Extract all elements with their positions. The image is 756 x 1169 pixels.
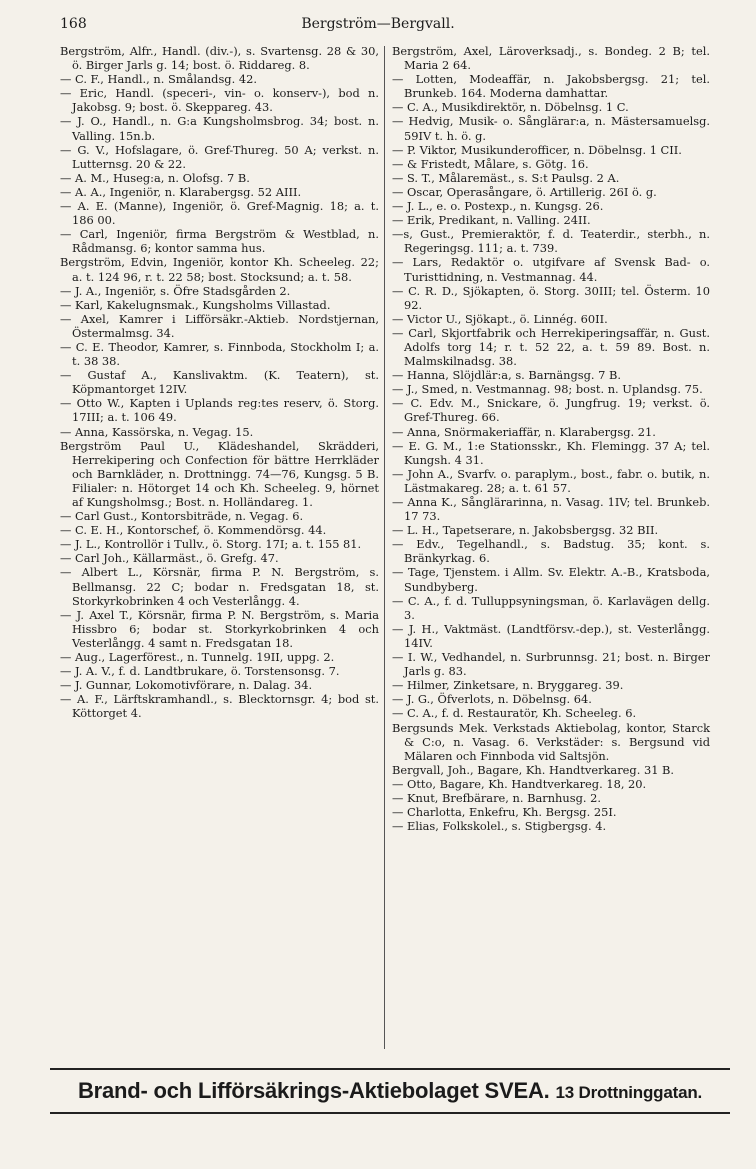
- ad-company-name: Brand- och Lifförsäkrings-Aktiebolaget SVEA.: [77, 1078, 550, 1103]
- directory-entry: — J., Smed, n. Vestmannag. 98; bost. n. Uplandsg. 75.: [392, 382, 703, 397]
- directory-entry: — Victor U., Sjökapt., ö. Linnég. 60II.: [392, 311, 608, 326]
- directory-entry: — Knut, Brefbärare, n. Barnhusg. 2.: [392, 790, 601, 805]
- directory-entry: — John A., Svarfv. o. paraplym., bost., fabr. o. butik, n. Lästmakareg. 28; a. t. 61 57.: [392, 466, 710, 495]
- directory-entry: —s, Gust., Premieraktör, f. d. Teaterdir., sterbh., n. Regeringsg. 111; a. t. 739.: [392, 227, 710, 256]
- directory-entry: — L. H., Tapetserare, n. Jakobsbergsg. 32 BII.: [392, 523, 659, 538]
- right-column: [392, 44, 710, 833]
- directory-entry: Bergsunds Mek. Verkstads Aktiebolag, kontor, Starck & C:o, n. Vasag. 6. Verkstäder: s. Bergsund vid Mälaren och Finnboda vid Saltsjön.: [392, 720, 710, 763]
- column-divider: [384, 46, 385, 1049]
- directory-entry: — C. A., Musikdirektör, n. Döbelnsg. 1 C.: [392, 100, 629, 115]
- directory-entry: — Carl Gust., Kontorsbiträde, n. Vegag. 6.: [60, 509, 304, 524]
- directory-entry: — J. A., Ingeniör, s. Öfre Stadsgården 2.: [60, 283, 291, 298]
- directory-entry: — Gustaf A., Kanslivaktm. (K. Teatern), st. Köpmantorget 12IV.: [60, 368, 379, 397]
- directory-entry: — Anna, Snörmakeriaffär, n. Klarabergsg. 21.: [392, 424, 656, 439]
- left-column: [60, 44, 379, 721]
- directory-entry: — C. E. Theodor, Kamrer, s. Finnboda, Stockholm I; a. t. 38 38.: [60, 339, 379, 369]
- directory-entry: — Carl Joh., Källarmäst., ö. Grefg. 47.: [60, 551, 279, 566]
- directory-entry: — J. H., Vaktmäst. (Landtförsv.-dep.), st. Vesterlångg. 14IV.: [392, 621, 710, 650]
- directory-entry: Bergström, Alfr., Handl. (div.-), s. Svartensg. 28 & 30, ö. Birger Jarls g. 14; bost. ö. Riddareg. 8.: [60, 44, 379, 73]
- directory-entry: — J. A. V., f. d. Landtbrukare, ö. Torstensonsg. 7.: [60, 664, 340, 679]
- directory-entry: — J. L., e. o. Postexp., n. Kungsg. 26.: [392, 199, 604, 214]
- directory-entry: — S. T., Målaremäst., s. S:t Paulsg. 2 A.: [392, 170, 620, 185]
- directory-entry: Bergström Paul U., Klädeshandel, Skrädderi, Herrekipering och Confection för bättre Herrkläder och Barnkläder, n. Drottningg. 74—76, Kungsg. 5 B. Filialer: n. Hötorget 14 och Kh. Scheeleg. 9, hörnet af Kungsholmsg.; Bost. n. Holländareg. 1.: [60, 438, 379, 509]
- directory-entry: — Aug., Lagerförest., n. Tunnelg. 19II, uppg. 2.: [60, 650, 335, 665]
- directory-entry: — Karl, Kakelugnsmak., Kungsholms Villastad.: [60, 297, 331, 312]
- page-number: 168: [60, 16, 87, 32]
- directory-entry: Bergvall, Joh., Bagare, Kh. Handtverkareg. 31 B.: [392, 762, 675, 777]
- running-title: Bergström—Bergvall.: [301, 16, 455, 32]
- directory-entry: — Carl, Skjortfabrik och Herrekiperingsaffär, n. Gust. Adolfs torg 14; r. t. 52 22, a. t. 59 89. Bost. n. Malmskilnadsg. 38.: [392, 325, 710, 369]
- directory-entry: — C. Edv. M., Snickare, ö. Jungfrug. 19; verkst. ö. Gref-Thureg. 66.: [392, 396, 710, 425]
- directory-entry: — A. F., Lärftskramhandl., s. Blecktornsgr. 4; bod st. Köttorget 4.: [60, 692, 379, 721]
- ad-address: 13 Drottninggatan.: [555, 1083, 703, 1102]
- directory-entry: — Otto, Bagare, Kh. Handtverkareg. 18, 20.: [392, 776, 647, 791]
- directory-entry: — Oscar, Operasångare, ö. Artillerig. 26I ö. g.: [392, 184, 657, 199]
- directory-entry: — Edv., Tegelhandl., s. Badstug. 35; kont. s. Bränkyrkag. 6.: [392, 537, 710, 566]
- directory-entry: — Charlotta, Enkefru, Kh. Bergsg. 25I.: [392, 805, 617, 820]
- directory-entry: — Otto W., Kapten i Uplands reg:tes reserv, ö. Storg. 17III; a. t. 106 49.: [60, 396, 379, 425]
- directory-entry: — Erik, Predikant, n. Valling. 24II.: [392, 213, 591, 228]
- directory-entry: — J. Gunnar, Lokomotivförare, n. Dalag. 34.: [60, 678, 313, 693]
- footer-advertisement: [50, 1078, 730, 1104]
- directory-entry: — Eric, Handl. (speceri-, vin- o. konserv-), bod n. Jakobsg. 9; bost. ö. Skeppareg. 43.: [60, 86, 379, 115]
- directory-entry: — Hedvig, Musik- o. Sånglärar:a, n. Mästersamuelsg. 59IV t. h. ö. g.: [392, 114, 710, 143]
- directory-entry: — J. L., Kontrollör i Tullv., ö. Storg. 17I; a. t. 155 81.: [60, 537, 362, 552]
- directory-entry: — J. G., Öfverlots, n. Döbelnsg. 64.: [392, 692, 592, 707]
- directory-entry: — Carl, Ingeniör, firma Bergström & Westblad, n. Rådmansg. 6; kontor samma hus.: [60, 227, 379, 256]
- directory-entry: — P. Viktor, Musikunderofficer, n. Döbelnsg. 1 CII.: [392, 142, 682, 157]
- directory-entry: Bergström, Axel, Läroverksadj., s. Bondeg. 2 B; tel. Maria 2 64.: [392, 44, 710, 73]
- directory-entry: — Lotten, Modeaffär, n. Jakobsbergsg. 21; tel. Brunkeb. 164. Moderna damhattar.: [392, 72, 710, 101]
- directory-entry: — & Fristedt, Målare, s. Götg. 16.: [392, 156, 589, 171]
- page-header: [0, 14, 756, 36]
- directory-entry: — Elias, Folkskolel., s. Stigbergsg. 4.: [392, 819, 607, 834]
- directory-entry: — C. A., f. d. Tulluppsyningsman, ö. Karlavägen dellg. 3.: [392, 593, 710, 622]
- directory-entry: — Hilmer, Zinketsare, n. Bryggareg. 39.: [392, 678, 624, 693]
- directory-entry: — C. R. D., Sjökapten, ö. Storg. 30III; tel. Österm. 10 92.: [392, 283, 710, 312]
- directory-entry: — Albert L., Körsnär, firma P. N. Bergström, s. Bellmansg. 22 C; bodar n. Fredsgatan 18, st. Storkyrkobrinken 4 och Vesterlångg. 4.: [60, 565, 379, 608]
- directory-entry: — C. A., f. d. Restauratör, Kh. Scheeleg. 6.: [392, 706, 637, 721]
- directory-entry: — A. A., Ingeniör, n. Klarabergsg. 52 AIII.: [60, 184, 302, 199]
- directory-entry: — Anna, Kassörska, n. Vegag. 15.: [60, 424, 254, 439]
- ad-top-rule: [50, 1068, 730, 1070]
- directory-entry: — C. F., Handl., n. Smålandsg. 42.: [60, 72, 257, 87]
- directory-entry: — Anna K., Sånglärarinna, n. Vasag. 1IV; tel. Brunkeb. 17 73.: [392, 495, 710, 524]
- directory-entry: — A. M., Huseg:a, n. Olofsg. 7 B.: [60, 170, 250, 185]
- directory-entry: — Tage, Tjenstem. i Allm. Sv. Elektr. A.-B., Kratsboda, Sundbyberg.: [392, 565, 710, 594]
- directory-entry: — Hanna, Slöjdlär:a, s. Barnängsg. 7 B.: [392, 368, 622, 383]
- directory-entry: — E. G. M., 1:e Stationsskr., Kh. Flemingg. 37 A; tel. Kungsh. 4 31.: [392, 438, 710, 467]
- directory-entry: — I. W., Vedhandel, n. Surbrunnsg. 21; bost. n. Birger Jarls g. 83.: [392, 650, 710, 679]
- directory-entry: — J. Axel T., Körsnär, firma P. N. Bergström, s. Maria Hissbro 6; bodar st. Storkyrkobrinken 4 och Vesterlångg. 4 samt n. Fredsgatan 18.: [60, 607, 379, 650]
- directory-entry: — G. V., Hofslagare, ö. Gref-Thureg. 50 A; verkst. n. Lutternsg. 20 & 22.: [60, 142, 379, 171]
- directory-entry: Bergström, Edvin, Ingeniör, kontor Kh. Scheeleg. 22; a. t. 124 96, r. t. 22 58; bost. Stocksund; a. t. 58.: [60, 255, 379, 284]
- directory-entry: — A. E. (Manne), Ingeniör, ö. Gref-Magnig. 18; a. t. 186 00.: [60, 199, 379, 228]
- directory-entry: — J. O., Handl., n. G:a Kungsholmsbrog. 34; bost. n. Valling. 15n.b.: [60, 114, 379, 143]
- directory-entry: — Lars, Redaktör o. utgifvare af Svensk Bad- o. Turisttidning, n. Vestmannag. 44.: [392, 255, 710, 284]
- ad-bottom-rule: [50, 1112, 730, 1114]
- directory-entry: — C. E. H., Kontorschef, ö. Kommendörsg. 44.: [60, 523, 327, 538]
- directory-entry: — Axel, Kamrer i Lifförsäkr.-Aktieb. Nordstjernan, Östermalmsg. 34.: [60, 311, 379, 340]
